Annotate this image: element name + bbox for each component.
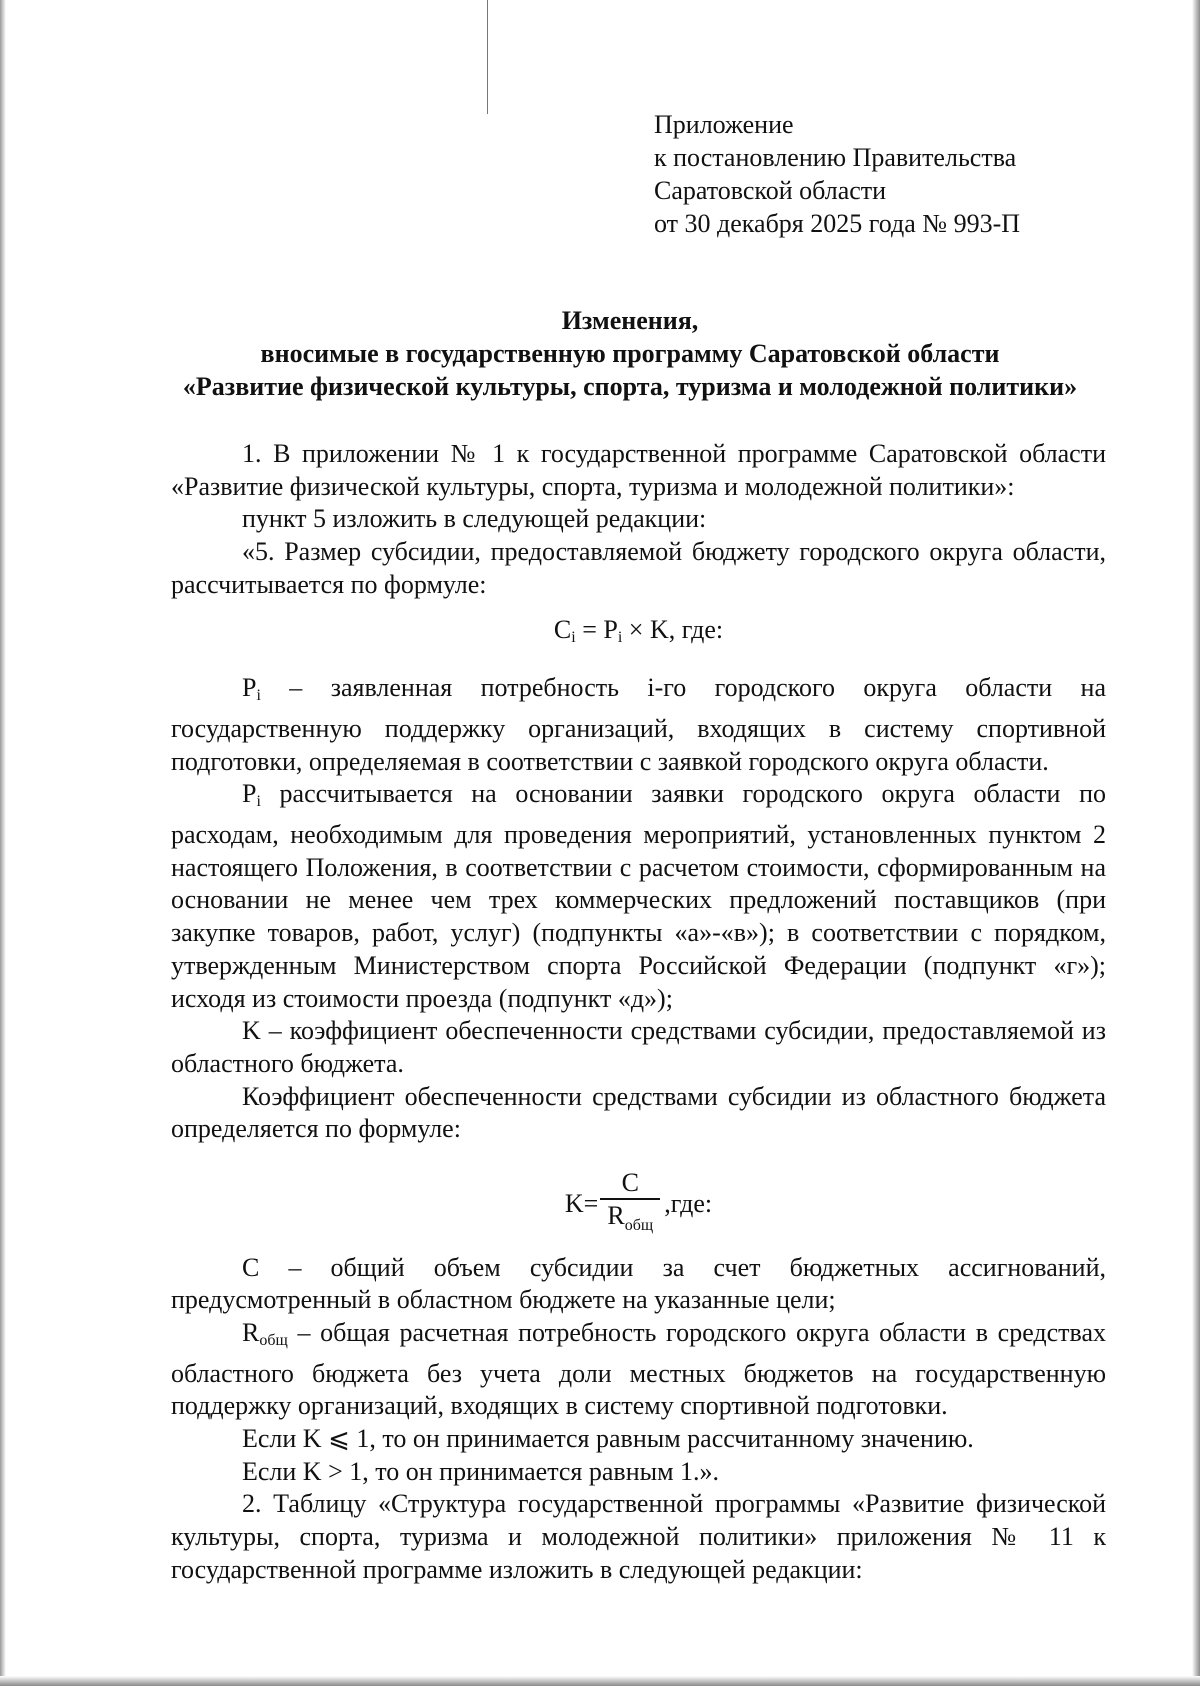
paragraph-6: K – коэффициент обеспеченности средствами субсидии, предоставляемой из областного бюджета. <box>171 1016 1106 1078</box>
appendix-stamp <box>654 108 1020 240</box>
formula-c: C <box>553 614 572 644</box>
paragraph-1: 1. В приложении № 1 к государственной программе Саратовской области «Развитие физической культуры, спорта, туризма и молодежной политики»: <box>171 439 1106 501</box>
p4-symbol-sub: i <box>256 687 261 705</box>
p4-text: – заявленная потребность i-го городского округа области на государственную поддержку организаций, входящих в систему спортивной подготовки, определяемая в соответствии с заявкой городского округа области. <box>171 673 1106 776</box>
formula2-numerator: C <box>621 1168 639 1198</box>
paragraph-11: Если K > 1, то он принимается равным 1.». <box>242 1456 720 1486</box>
scan-edge-bottom <box>0 1676 1200 1686</box>
p9-symbol: R <box>242 1317 260 1347</box>
stamp-line-date-number: от 30 декабря 2025 года № 993-П <box>654 209 1021 238</box>
p5-symbol-sub: i <box>256 793 261 811</box>
paragraph-9 <box>171 1317 1106 1423</box>
paragraph-7: Коэффициент обеспеченности средствами субсидии из областного бюджета определяется по формуле: <box>171 1081 1106 1144</box>
formula2-denominator-sub: общ <box>624 1216 654 1234</box>
paragraph-2: пункт 5 изложить в следующей редакции: <box>242 504 707 534</box>
formula-rest: × K, где: <box>622 614 724 644</box>
formula-eq: = <box>575 614 604 644</box>
scan-edge-left <box>0 0 6 1686</box>
formula2-lhs: K= <box>564 1189 599 1219</box>
p5-symbol: P <box>242 779 257 809</box>
title-line-3: «Развитие физической культуры, спорта, туризма и молодежной политики» <box>182 372 1078 401</box>
paragraph-4 <box>171 672 1106 778</box>
stamp-line-region: Саратовской области <box>654 176 887 205</box>
formula2-fraction <box>600 1168 660 1242</box>
paragraph-10: Если K ⩽ 1, то он принимается равным рассчитанному значению. <box>242 1424 974 1454</box>
p4-symbol: P <box>242 673 257 703</box>
p9-symbol-sub: общ <box>259 1331 288 1349</box>
stamp-line-resolution: к постановлению Правительства <box>654 143 1017 172</box>
p5-text: рассчитывается на основании заявки городского округа области по расходам, необходимым для проведения мероприятий, установленных пунктом 2 настоящего Положения, в соответствии с расчетом стоимости, сформированным на основании не менее чем трех коммерческих предложений поставщиков (при закупке товаров, работ, услуг) (подпункты «а»-«в»); в соответствии с порядком, утвержденным Министерством спорта Российской Федерации (подпункт «г»); исходя из стоимости проезда (подпункт «д»); <box>171 779 1106 1013</box>
formula-p: P <box>603 614 618 644</box>
formula2-denominator: R <box>607 1200 625 1230</box>
p9-text: – общая расчетная потребность городского округа области в средствах областного бюджета без учета доли местных бюджетов на государственную поддержку организаций, входящих в систему спортивной подготовки. <box>171 1317 1106 1421</box>
formula-subsidy-size <box>171 614 1106 655</box>
formula-c-sub: i <box>571 628 576 646</box>
formula2-denominator-wrap <box>607 1200 653 1242</box>
document-title <box>160 304 1100 403</box>
formula-p-sub: i <box>617 628 623 646</box>
title-line-1: Изменения, <box>561 306 699 335</box>
paragraph-5 <box>171 778 1106 1015</box>
paragraph-8: C – общий объем субсидии за счет бюджетных ассигнований, предусмотренный в областном бюджете на указанные цели; <box>171 1252 1106 1315</box>
paragraph-3: «5. Размер субсидии, предоставляемой бюджету городского округа области, рассчитывается по формуле: <box>171 537 1106 599</box>
title-line-2: вносимые в государственную программу Саратовской области <box>260 339 1000 368</box>
scan-edge-right <box>1192 0 1200 1686</box>
document-body <box>171 438 1106 1587</box>
fold-line <box>487 0 488 114</box>
formula-coefficient <box>171 1168 1106 1242</box>
formula2-rest: ,где: <box>664 1189 713 1219</box>
stamp-line-appendix: Приложение <box>654 110 794 139</box>
paragraph-12: 2. Таблицу «Структура государственной программы «Развитие физической культуры, спорта, туризма и молодежной политики» приложения № 11 к государственной программе изложить в следующей редакции: <box>171 1489 1106 1584</box>
